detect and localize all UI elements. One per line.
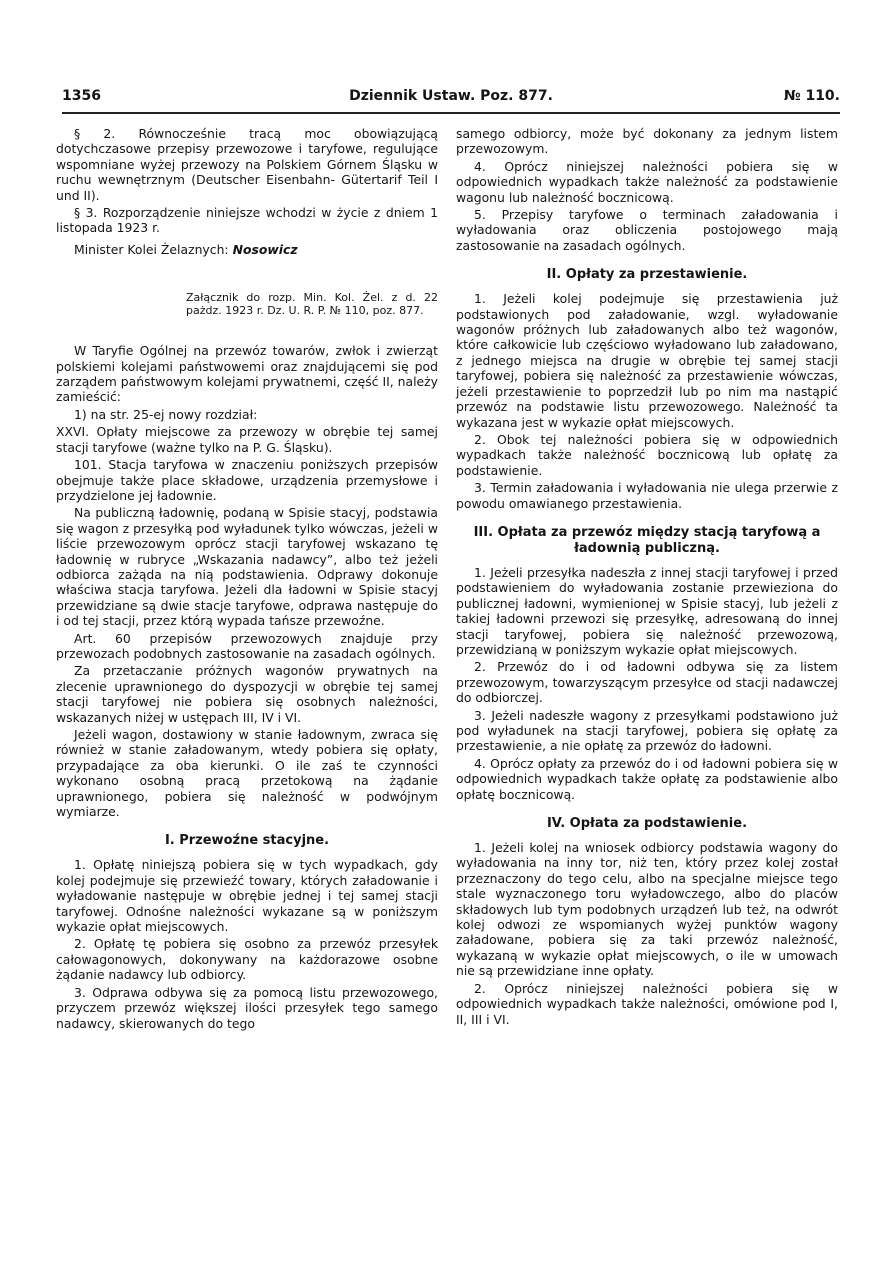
- paragraph-i-4: 4. Oprócz niniejszej należności pobiera się w odpowiednich wypadkach także należność za podstawienie wagonu lub należność bocznicową.: [456, 158, 838, 205]
- paragraph-iii-4: 4. Oprócz opłaty za przewóz do i od ładowni pobiera się w odpowiednich wypadkach także opłatę za podstawienie albo opłatę bocznicową.: [456, 755, 838, 802]
- issue-number: № 110.: [783, 88, 840, 104]
- section-heading-i: I. Przewoźne stacyjne.: [164, 833, 330, 849]
- paragraph-new-chapter: 1) na str. 25-ej nowy rozdział:: [74, 406, 258, 422]
- paragraph-section-3: § 3. Rozporządzenie niniejsze wchodzi w życie z dniem 1 listopada 1923 r.: [56, 205, 438, 236]
- paragraph-empty-wagons: Za przetaczanie próżnych wagonów prywatnych na zlecenie uprawnionego do dyspozycji w obrębie tej samej stacji taryfowej nie pobiera się osobnych należności, wskazanych niżej w ustępach III, IV i VI.: [56, 663, 438, 725]
- page-header: [62, 88, 840, 114]
- paragraph-iii-1: 1. Jeżeli przesyłka nadeszła z innej stacji taryfowej i przed podstawieniem do wyładowania zostanie przewieziona do publicznej ładowni, wymienionej w Spisie stacyj, lub jeżeli z takiej ładowni przewozi się przesyłkę, adresowaną do innej stacji taryfowej, pobiera się należność przewozową, przewidzianą w poniższym wykazie opłat miejscowych.: [456, 564, 838, 657]
- paragraph-iii-3: 3. Jeżeli nadeszłe wagony z przesyłkami podstawiono już pod wyładunek na stacji taryfowej, pobiera się opłatę za przestawienie, a nie opłatę za przewóz do ładowni.: [456, 707, 838, 754]
- paragraph-i-2: 2. Opłatę tę pobiera się osobno za przewóz przesyłek całowagonowych, dokonywany na każdorazowe osobne żądanie nadawcy lub odbiorcy.: [56, 936, 438, 983]
- paragraph-iv-1: 1. Jeżeli kolej na wniosek odbiorcy podstawia wagony do wyładowania na inny tor, niż ten, który przez kolej został przeznaczony do tego celu, albo na specjalne miejsce tego stale wyznaczonego toru wyładowczego, albo do placów składowych lub tym podobnych urządzeń lub też, na odwrót kolej odwozi ze wspomianych wyżej punktów wagony załadowane, pobiera się za taki przewóz należność, wykazaną w wykazie opłat miejscowych, o ile w umowach nie są przewidziane inne opłaty.: [456, 840, 838, 979]
- page-number: 1356: [62, 88, 101, 104]
- signature-name: Nosowicz: [232, 241, 298, 257]
- paragraph-loaded-wagon: Jeżeli wagon, dostawiony w stanie ładownym, zwraca się również w stanie załadowanym, wtedy pobiera się opłaty, przypadające za oba kierunki. O ile zaś te czynności wykonano osobną pracą przetokową na żądanie uprawnionego, pobiera się należność w podwójnym wymiarze.: [56, 727, 438, 820]
- paragraph-i-3: 3. Odprawa odbywa się za pomocą listu przewozowego, przyczem przewóz większej ilości przesyłek tego samego nadawcy, skierowanych do tego: [56, 984, 438, 1031]
- paragraph-art-60: Art. 60 przepisów przewozowych znajduje przy przewozach podobnych zastosowanie na zasadach ogólnych.: [56, 630, 438, 661]
- paragraph-i-1: 1. Opłatę niniejszą pobiera się w tych wypadkach, gdy kolej podejmuje się przewieźć towary, których załadowanie i wyładowanie następuje w obrębie jednej i tej samej stacji taryfowej. Odnośne należności wykazane są w poniższym wykazie opłat miejscowych.: [56, 857, 438, 935]
- section-heading-ii: II. Opłaty za przestawienie.: [546, 267, 748, 283]
- paragraph-ii-3: 3. Termin załadowania i wyładowania nie ulega przerwie z powodu omawianego przestawienia.: [456, 480, 838, 511]
- paragraph-iii-2: 2. Przewóz do i od ładowni odbywa się za listem przewozowym, towarzyszącym przesyłce od stacji nadawczej do odbiorczej.: [456, 659, 838, 706]
- left-column: [56, 126, 438, 1033]
- signature: [56, 242, 438, 257]
- paragraph-public-loading: Na publiczną ładownię, podaną w Spisie stacyj, podstawia się wagon z przesyłką pod wyładunek tylko wówczas, jeżeli w liście przewozowym oprócz stacji taryfowej wskazano tę ładownię w rubryce „Wskazania nadawcy”, albo też jeżeli odbiorca zażąda na nią podstawienia. Odprawy dokonuje właściwa stacja taryfowa. Jeżeli dla ładowni w Spisie stacyj przewidziane są dwie stacje taryfowe, odprawa następuje do i od tej stacji, przez którą wypada tańsze przewoźne.: [56, 505, 438, 629]
- section-heading-iii: III. Opłata za przewóz między stacją taryfową a ładownią publiczną.: [473, 524, 821, 556]
- paragraph-chapter-xxvi: XXVI. Opłaty miejscowe za przewozy w obrębie tej samej stacji taryfowe (ważne tylko na P. G. Śląsku).: [56, 424, 438, 455]
- paragraph-intro: W Taryfie Ogólnej na przewóz towarów, zwłok i zwierząt polskiemi kolejami państwowemi oraz znajdującemi się pod zarządem państwowym kolejami prywatnemi, część II, należy zamieścić:: [56, 343, 438, 405]
- paragraph-i-5: 5. Przepisy taryfowe o terminach załadowania i wyładowania oraz obliczenia postojowego mają zastosowanie na zasadach ogólnych.: [456, 207, 838, 253]
- paragraph-continued: samego odbiorcy, może być dokonany za jednym listem przewozowym.: [456, 126, 838, 157]
- signature-label: Minister Kolei Żelaznych:: [74, 241, 229, 257]
- right-column: [456, 126, 838, 1029]
- paragraph-ii-1: 1. Jeżeli kolej podejmuje się przestawienia już podstawionych pod załadowanie, wzgl. wyładowanie wagonów próżnych lub załadowanych albo też wagonów, które całkowicie lub częściowo wyładowano lub załadowano, z jednego miejsca na drugie w obrębie tej samej stacji taryfowej, pobiera się należność za przestawienie wówczas, jeżeli przestawienie to poprzedził lub po nim ma nastąpić przewóz na podstawie listu przewozowego. Należność ta wykazana jest w wykazie opłat miejscowych.: [456, 291, 838, 430]
- annex-note: Załącznik do rozp. Min. Kol. Żel. z d. 22 pażdz. 1923 r. Dz. U. R. P. № 110, poz. 877.: [186, 291, 438, 318]
- paragraph-iv-2: 2. Oprócz niniejszej należności pobiera się w odpowiednich wypadkach także należności, omówione pod I, II, III i VI.: [456, 980, 838, 1027]
- section-heading-iv: IV. Opłata za podstawienie.: [546, 816, 748, 832]
- paragraph-ii-2: 2. Obok tej należności pobiera się w odpowiednich wypadkach także należność bocznicową lub opłatę za podstawienie.: [456, 431, 838, 478]
- journal-title: Dziennik Ustaw. Poz. 877.: [349, 88, 553, 104]
- paragraph-section-2: § 2. Równocześnie tracą moc obowiązującą dotychczasowe przepisy przewozowe i taryfowe, regulujące wspomniane wyżej przewozy na Polskiem Górnem Śląsku w ruchu wewnętrznym (Deutscher Eisenbahn- Gütertarif Teil I und II).: [56, 126, 438, 203]
- paragraph-101: 101. Stacja taryfowa w znaczeniu poniższych przepisów obejmuje także place składowe, urządzenia przemysłowe i przydzielone jej ładownie.: [56, 457, 438, 503]
